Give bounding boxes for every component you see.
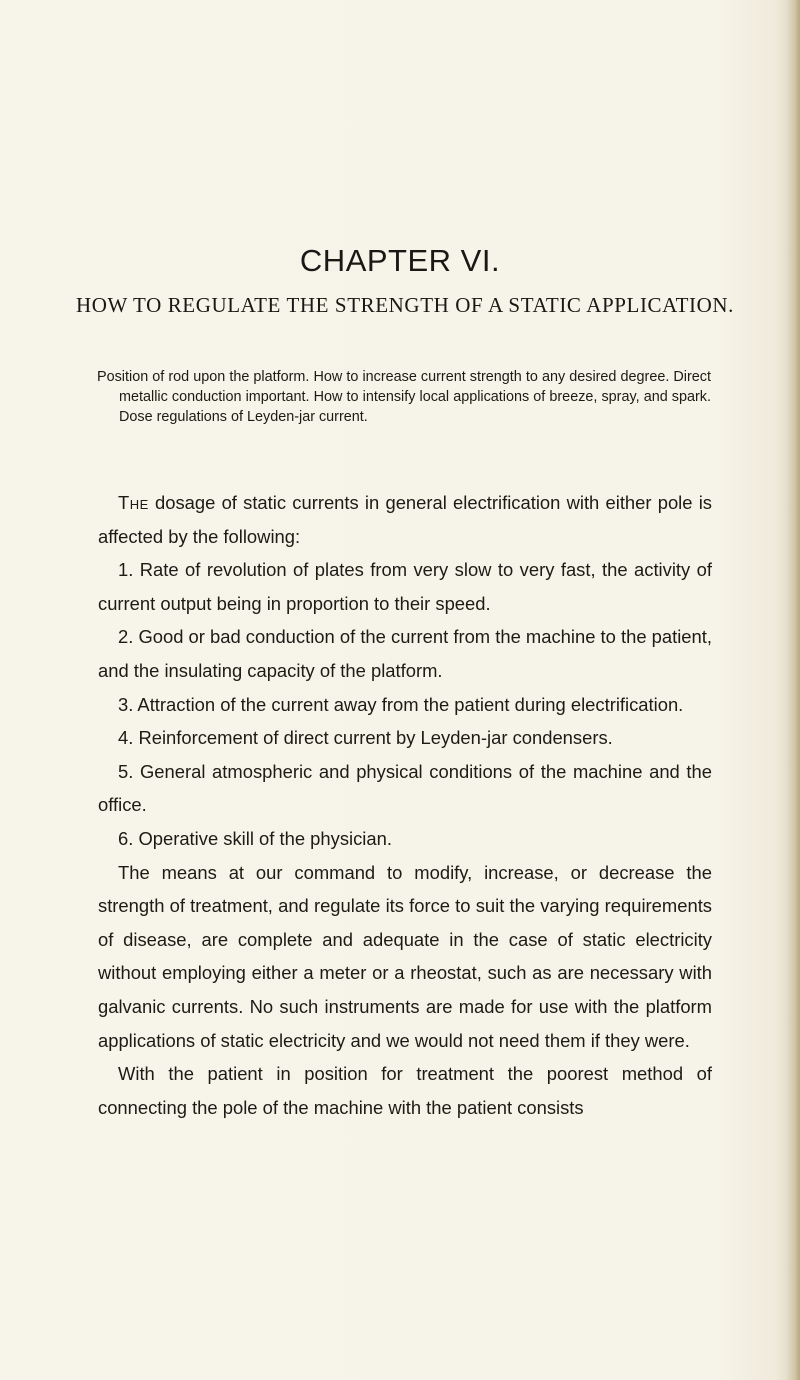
- intro-lead-word: The: [118, 492, 149, 513]
- intro-paragraph: [98, 486, 712, 553]
- page-edge-shadow: [786, 0, 800, 1380]
- list-item: 5. General atmospheric and physical conditions of the machine and the office.: [98, 760, 712, 816]
- list-item: 6. Operative skill of the physician.: [118, 827, 392, 849]
- list-item: 3. Attraction of the current away from the patient during electrification.: [118, 693, 684, 715]
- chapter-subtitle: HOW TO REGULATE THE STRENGTH OF A STATIC APPLICATION.: [75, 293, 735, 317]
- body-text: [98, 486, 712, 1124]
- chapter-title: CHAPTER VI.: [299, 243, 501, 278]
- chapter-summary: Position of rod upon the platform. How to increase current strength to any desired degree. Direct metallic conduction important. How to intensify local applications of breeze, spray, and spark. Dose regulations of Leyden-jar current.: [97, 369, 711, 425]
- paragraph-means: The means at our command to modify, increase, or decrease the strength of treatment, and regulate its force to suit the varying requirements of disease, are complete and adequate in the case of static electricity without employing either a meter or a rheostat, such as are necessary with galvanic currents. No such instruments are made for use with the platform applications of static electricity and we would not need them if they were.: [98, 861, 712, 1051]
- list-item: 4. Reinforcement of direct current by Leyden-jar condensers.: [118, 727, 613, 749]
- paragraph-patient: With the patient in position for treatment the poorest method of connecting the pole of the machine with the patient consists: [98, 1063, 712, 1118]
- list-item: 1. Rate of revolution of plates from very slow to very fast, the activity of current output being in proportion to their speed.: [98, 559, 712, 614]
- list-item: 2. Good or bad conduction of the current from the machine to the patient, and the insulating capacity of the platform.: [98, 626, 712, 681]
- intro-paragraph-text: dosage of static currents in general electrification with either pole is affected by the following:: [98, 492, 712, 547]
